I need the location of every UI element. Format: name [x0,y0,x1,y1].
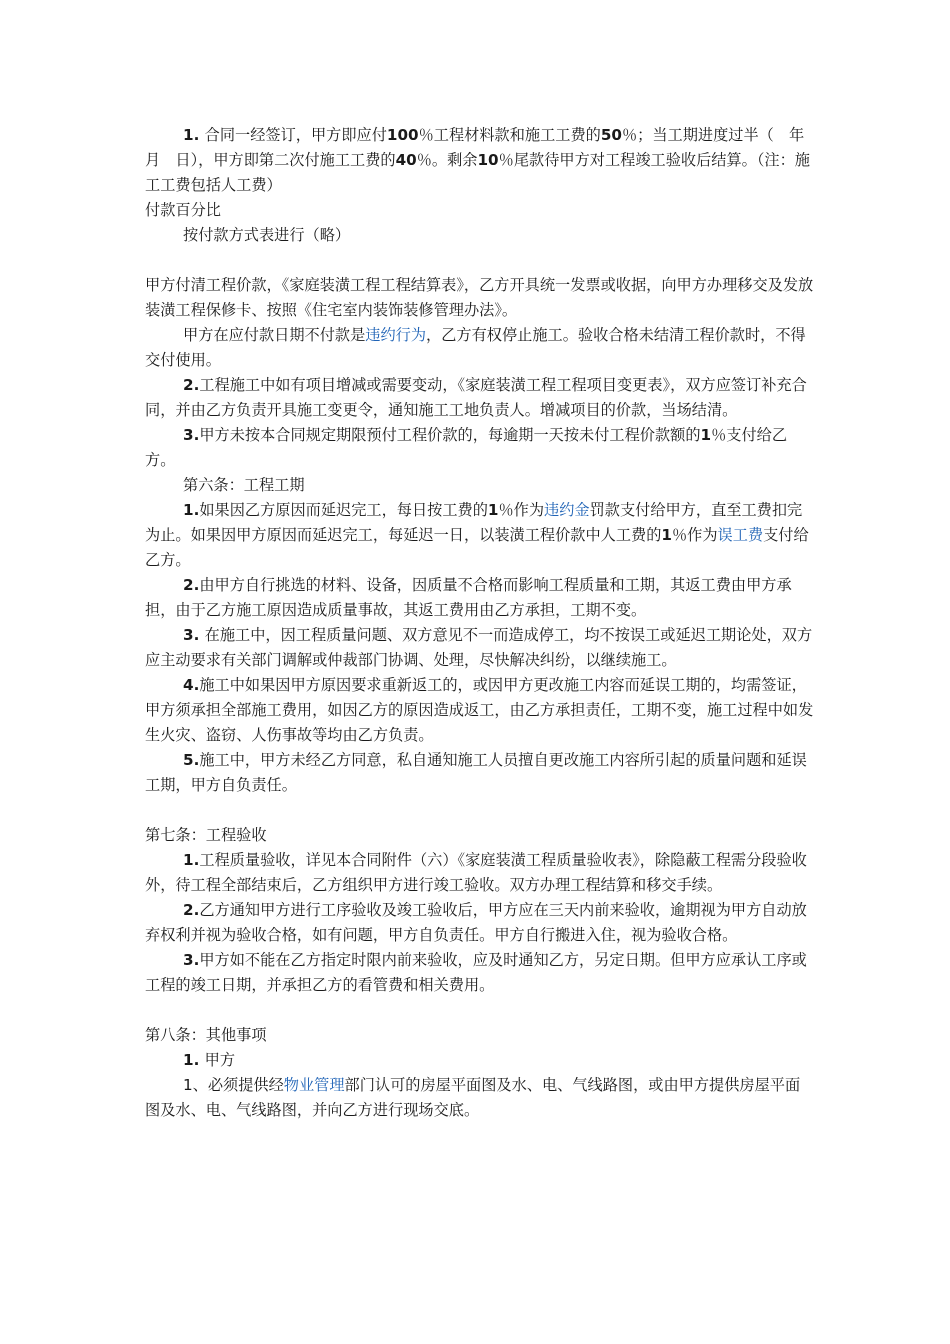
text-run: 支付给乙方。 [145,526,809,569]
text-run: 3. [183,626,205,644]
text-run: 如果因乙方原因而延迟完工，每日按工费的 [199,501,488,519]
text-run: 1 [661,526,672,544]
paragraph-p2 [145,198,815,223]
text-run: ％；当工期进度过半（ 年 月 日），甲方即第二次付施工工费的 [145,126,820,169]
text-run: 乙方通知甲方进行工序验收及竣工验收后，甲方应在三天内前来验收，逾期视为甲方自动放弃权利并视为验收合格，如有问题，甲方自负责任。甲方自行搬进入住，视为验收合格。 [145,901,807,944]
text-run: 工程质量验收，详见本合同附件（六）《家庭装潢工程质量验收表》，除隐蔽工程需分段验收外，待工程全部结束后，乙方组织甲方进行竣工验收。双方办理工程结算和移交手续。 [145,851,807,894]
inline-link[interactable]: 违约行为 [365,326,426,344]
paragraph-p20 [145,1073,815,1123]
text-run: 3. [183,426,200,444]
document-body [145,123,820,1123]
text-run: 施工中如果因甲方原因要求重新返工的，或因甲方更改施工内容而延误工期的，均需签证，甲方须承担全部施工费用，如因乙方的原因造成返工，由乙方承担责任，工期不变，施工过程中如发生火灾、盗窃、人伤事故等均由乙方负责。 [145,676,814,744]
paragraph-p13 [145,748,815,798]
text-run: 甲方如不能在乙方指定时限内前来验收，应及时通知乙方，另定日期。但甲方应承认工序或工程的竣工日期，并承担乙方的看管费和相关费用。 [145,951,807,994]
text-run: 100 [386,126,419,144]
text-run: 40 [395,151,417,169]
text-run: 1. [183,501,200,519]
text-run: 罚款支付给甲方，直至工费扣完为止。如果因甲方原因而延迟完工，每延迟一日，以装潢工程价款中人工费的 [145,501,803,544]
paragraph-p11 [145,623,815,673]
text-run: ％。剩余 [416,151,478,169]
text-run: 1. [183,126,205,144]
paragraph-p17 [145,948,815,998]
text-run: ％作为 [671,526,718,544]
text-run: 3. [183,951,200,969]
text-run: 、必须提供经 [192,1076,284,1094]
paragraph-p3 [145,223,815,248]
text-run: 第六条：工程工期 [183,476,305,494]
paragraph-p16 [145,898,815,948]
text-run: 甲方 [204,1051,235,1069]
inline-link[interactable]: 误工费 [717,526,764,544]
text-run: 1 [700,426,712,444]
text-run: 4. [183,676,200,694]
text-run: 第七条：工程验收 [145,826,267,844]
text-run: 合同一经签订，甲方即应付 [204,126,387,144]
paragraph-p9 [145,498,815,573]
paragraph-p1 [145,123,820,198]
text-run: ％工程材料款和施工工费的 [418,126,601,144]
paragraph-p4 [145,273,815,323]
text-run: ％作为 [498,501,545,519]
inline-link[interactable]: 违约金 [544,501,590,519]
text-run: 部门认可的房屋平面图及水、电、气线路图，或由甲方提供房屋平面图及水、电、气线路图，并向乙方进行现场交底。 [145,1076,801,1119]
text-run: ％尾款待甲方对工程竣工验收后结算。（注：施工工费包括人工费） [145,151,810,194]
text-run: 工程施工中如有项目增减或需要变动，《家庭装潢工程工程项目变更表》，双方应签订补充合同，并由乙方负责开具施工变更令，通知施工工地负责人。增减项目的价款，当场结清。 [145,376,807,419]
inline-link[interactable]: 物业管理 [283,1076,345,1094]
paragraph-spacer [145,798,815,823]
text-run: 1 [183,1076,193,1094]
paragraph-p19 [145,1048,815,1073]
text-run: 10 [477,151,499,169]
paragraph-p7 [145,423,815,473]
paragraph-p18 [145,1023,815,1048]
paragraph-p6 [145,373,815,423]
text-run: 1. [183,1051,205,1069]
text-run: 1 [487,501,499,519]
text-run: 1. [183,851,200,869]
text-run: 在施工中，因工程质量问题、双方意见不一而造成停工，均不按误工或延迟工期论处，双方应主动要求有关部门调解或仲裁部门协调、处理，尽快解决纠纷，以继续施工。 [145,626,813,669]
text-run: ％支付给乙方。 [145,426,788,469]
paragraph-p5 [145,323,815,373]
text-run: 由甲方自行挑选的材料、设备，因质量不合格而影响工程质量和工期，其返工费由甲方承担，由于乙方施工原因造成质量事故，其返工费用由乙方承担，工期不变。 [145,576,792,619]
paragraph-p10 [145,573,815,623]
text-run: 2. [183,901,200,919]
text-run: 甲方在应付款日期不付款是 [183,326,366,344]
paragraph-spacer [145,998,815,1023]
paragraph-p14 [145,823,815,848]
paragraph-p15 [145,848,815,898]
paragraph-p12 [145,673,815,748]
text-run: 施工中，甲方未经乙方同意，私自通知施工人员擅自更改施工内容所引起的质量问题和延误工期，甲方自负责任。 [145,751,807,794]
text-run: 付款百分比 [145,201,221,219]
text-run: 甲方未按本合同规定期限预付工程价款的，每逾期一天按未付工程价款额的 [199,426,701,444]
paragraph-p8 [145,473,815,498]
text-run: 2. [183,576,200,594]
paragraph-spacer [145,248,815,273]
text-run: 第八条：其他事项 [145,1026,267,1044]
text-run: 甲方付清工程价款，《家庭装潢工程工程结算表》，乙方开具统一发票或收据，向甲方办理移交及发放装潢工程保修卡、按照《住宅室内装饰装修管理办法》。 [145,276,814,319]
text-run: 2. [183,376,200,394]
text-run: 按付款方式表进行（略） [183,226,351,244]
text-run: 5. [183,751,200,769]
text-run: ，乙方有权停止施工。验收合格未结清工程价款时，不得交付使用。 [145,326,806,369]
text-run: 50 [600,126,622,144]
